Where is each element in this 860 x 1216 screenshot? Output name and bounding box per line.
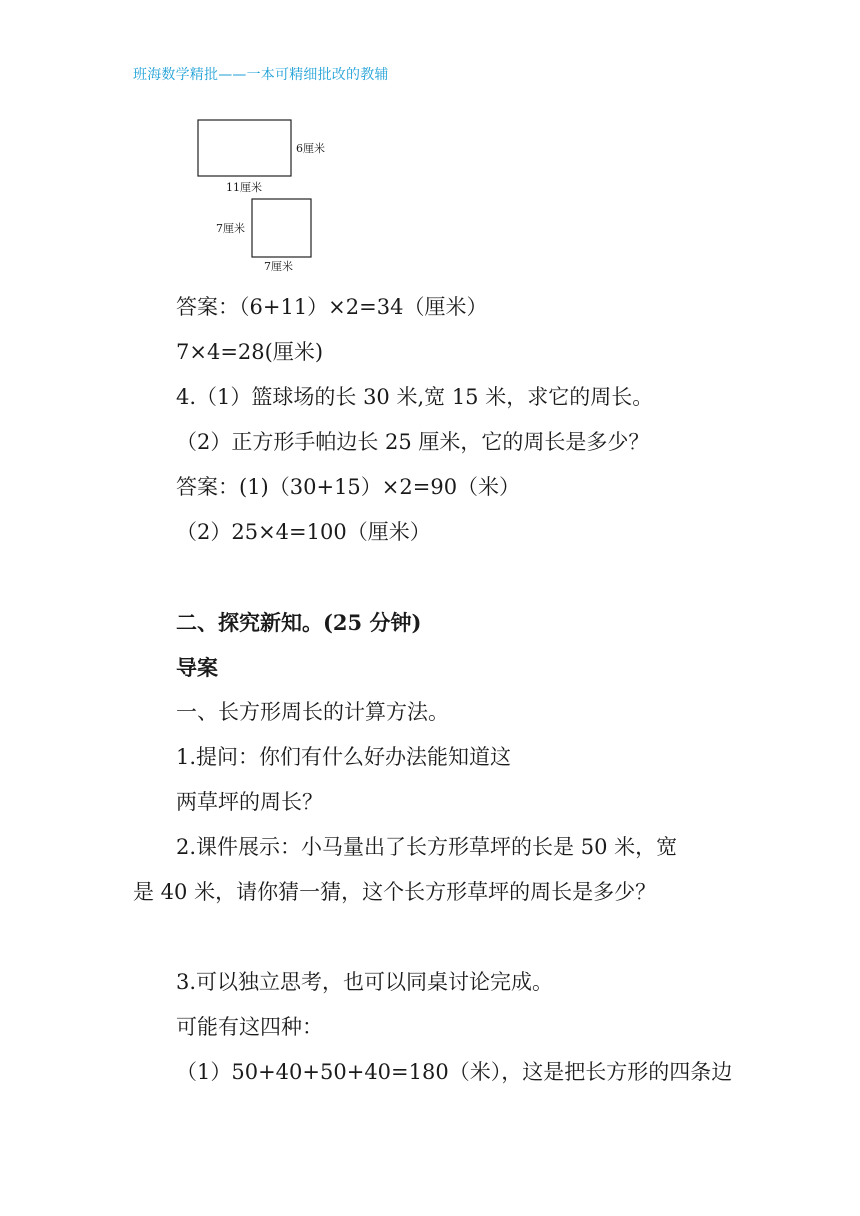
daoan-heading: 导案: [176, 655, 218, 680]
rectangle-square-diagram: [190, 108, 350, 278]
paragraph-3-line2: 可能有这四种：: [176, 1015, 323, 1039]
rect-length-label: 11厘米: [226, 181, 262, 194]
paragraph-3-line1: 3.可以独立思考，也可以同桌讨论完成。: [176, 970, 554, 994]
paragraph-3-line3: （1）50+40+50+40=180（米），这是把长方形的四条边: [176, 1060, 733, 1084]
page-header: 班海数学精批——一本可精细批改的教辅: [133, 67, 389, 83]
paragraph-1-line2: 两草坪的周长？: [176, 790, 323, 814]
subsection-1-title: 一、长方形周长的计算方法。: [176, 700, 449, 724]
answer-3-line1: 答案：（6+11）×2=34（厘米）: [176, 295, 488, 319]
rectangle-shape: [198, 120, 291, 176]
rect-width-label: 6厘米: [296, 142, 325, 155]
question-4-part2: （2）正方形手帕边长 25 厘米，它的周长是多少？: [176, 430, 650, 454]
paragraph-1-line1: 1.提问：你们有什么好办法能知道这: [176, 745, 512, 769]
square-left-label: 7厘米: [216, 222, 245, 235]
paragraph-2-line1: 2.课件展示：小马量出了长方形草坪的长是 50 米，宽: [176, 835, 678, 859]
question-4-part1: 4.（1）篮球场的长 30 米,宽 15 米，求它的周长。: [176, 385, 654, 409]
shapes-figure: [190, 108, 350, 282]
answer-3-line2: 7×4=28(厘米): [176, 340, 324, 364]
paragraph-2-line2: 是 40 米，请你猜一猜，这个长方形草坪的周长是多少？: [133, 880, 657, 904]
answer-4-part1: 答案：(1)（30+15）×2=90（米）: [176, 475, 521, 499]
section-2-title: 二、探究新知。(25 分钟): [176, 610, 422, 635]
square-shape: [252, 199, 311, 257]
answer-4-part2: （2）25×4=100（厘米）: [176, 520, 431, 544]
square-bottom-label: 7厘米: [264, 260, 293, 273]
